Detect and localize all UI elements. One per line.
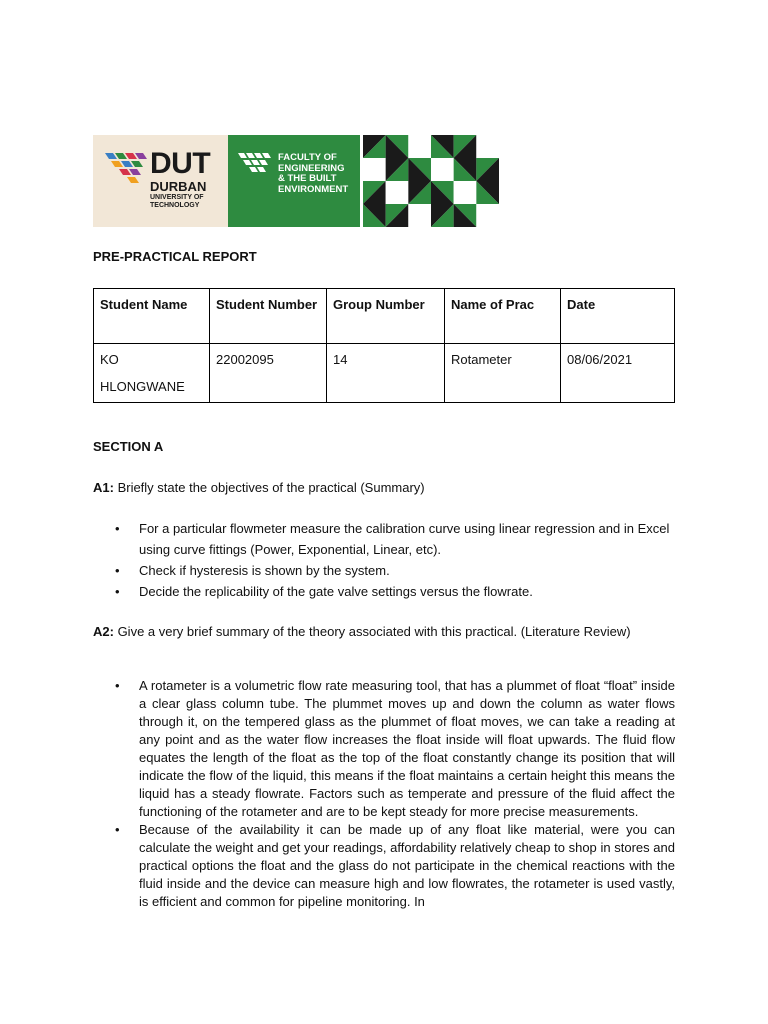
faculty-mark-icon — [238, 153, 274, 177]
university-banner — [93, 135, 499, 227]
a1-prompt: Briefly state the objectives of the practical (Summary) — [113, 480, 425, 495]
bullet-icon: • — [115, 678, 120, 693]
list-item — [93, 518, 675, 560]
report-title: PRE-PRACTICAL REPORT — [93, 249, 257, 264]
list-item-text: Because of the availability it can be made up of any float like material, were you can calculate the weight and get your readings, affordability relatively cheap to shop in stores and practical options the float and the glass do not participate in the chemical reactions with the fluid inside and the device can measure high and low flowrates, the rotameter is used vastly, is efficient and common for pipeline monitoring. In — [139, 822, 675, 909]
faculty-logo — [228, 135, 360, 227]
theory-list — [93, 677, 675, 911]
list-item — [93, 821, 675, 911]
faculty-line: FACULTY OF — [278, 152, 337, 163]
list-item-text: For a particular flowmeter measure the calibration curve using linear regression and in Excel using curve fittings (Power, Exponential, Linear, etc). — [139, 521, 670, 557]
faculty-line: ENGINEERING — [278, 162, 345, 174]
bullet-icon: • — [115, 563, 120, 578]
student-info-table — [93, 288, 675, 403]
faculty-name — [278, 153, 358, 195]
group-number-cell: 14 — [327, 344, 445, 403]
dut-mark-icon — [105, 153, 155, 193]
dut-name-sub — [150, 194, 220, 209]
table-row — [94, 344, 675, 403]
list-item-text: Check if hysteresis is shown by the system. — [139, 563, 390, 578]
header-cell: Name of Prac — [445, 289, 561, 344]
table-header-row — [94, 289, 675, 344]
dut-sub-line: UNIVERSITY OF — [150, 194, 204, 201]
dut-sub-line: TECHNOLOGY — [150, 201, 200, 209]
header-cell: Student Name — [94, 289, 210, 344]
header-cell: Group Number — [327, 289, 445, 344]
list-item — [93, 677, 675, 821]
list-item — [93, 581, 675, 602]
objectives-list — [93, 518, 675, 602]
a2-prompt: Give a very brief summary of the theory associated with this practical. (Literature Review) — [113, 624, 631, 639]
dut-logo — [93, 135, 228, 227]
faculty-line: ENVIRONMENT — [278, 183, 349, 195]
faculty-line: & THE BUILT — [278, 173, 337, 184]
triangle-pattern-icon — [363, 135, 499, 227]
bullet-icon: • — [115, 521, 120, 536]
date-cell: 08/06/2021 — [561, 344, 675, 403]
student-number-cell: 22002095 — [210, 344, 327, 403]
dut-name: DURBAN — [150, 179, 207, 194]
prac-name-cell: Rotameter — [445, 344, 561, 403]
bullet-icon: • — [115, 822, 120, 837]
list-item-text: Decide the replicability of the gate valve settings versus the flowrate. — [139, 584, 533, 599]
student-name-cell: KO HLONGWANE — [94, 344, 210, 403]
a1-question — [93, 479, 425, 497]
a2-question — [93, 623, 675, 641]
list-item-text: A rotameter is a volumetric flow rate measuring tool, that has a plummet of float “float” inside a clear glass column tube. The plummet moves up and down the column as water flows through it, on the tempered glass as the plummet of float moves, we can take a reading at any point and as the water flow increases the float inside will float upwards. The fluid flow equates the length of the float as the top of the float constantly change its position that will indicate the flow of the liquid, this means if the float maintains a certain height this means the liquid has a steady flowrate. Factors such as temperate and pressure of the fluid affect the functioning of the rotameter and are to be kept steady for more precise measurements. — [139, 678, 675, 819]
a1-label: A1: — [93, 480, 114, 495]
list-item — [93, 560, 675, 581]
dut-abbrev: DUT — [150, 147, 211, 180]
bullet-icon: • — [115, 584, 120, 599]
section-heading: SECTION A — [93, 439, 164, 454]
header-cell: Student Number — [210, 289, 327, 344]
header-cell: Date — [561, 289, 675, 344]
a2-label: A2: — [93, 624, 114, 639]
